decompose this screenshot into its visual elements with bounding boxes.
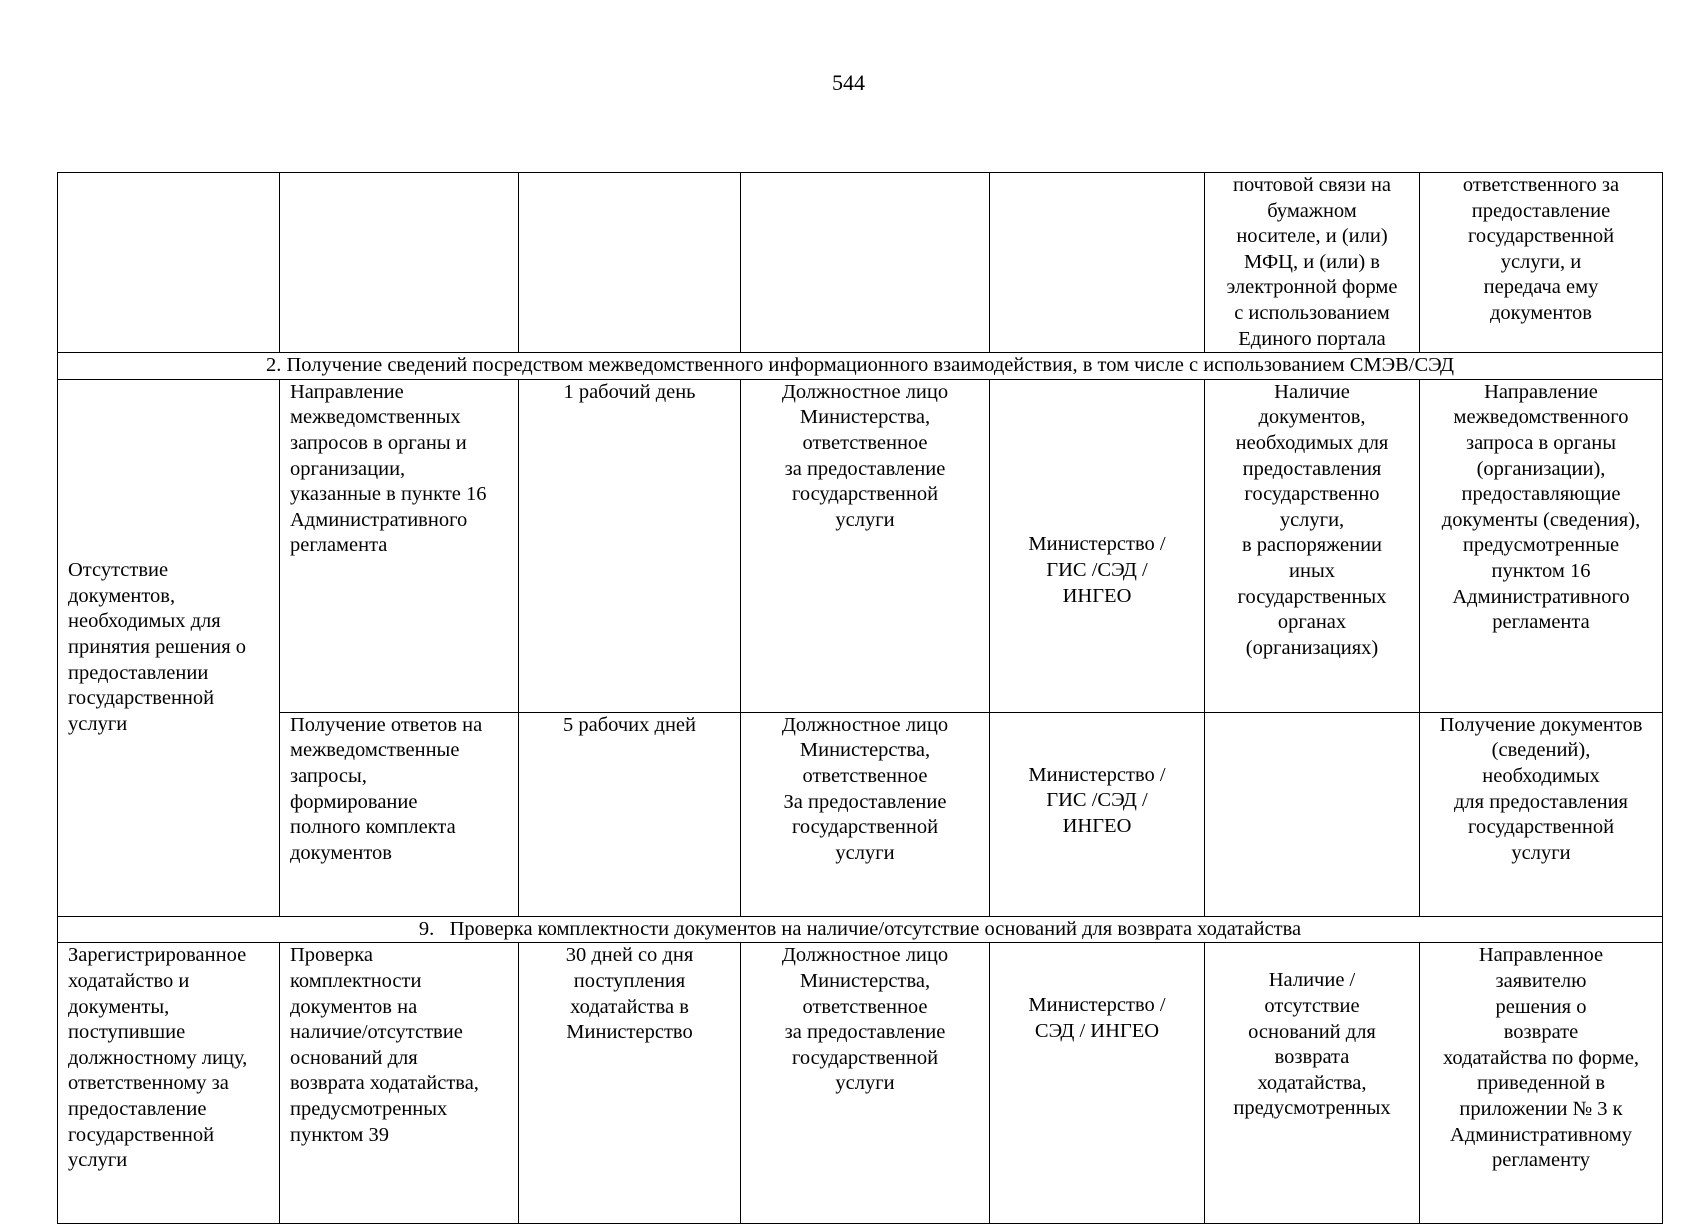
cell-term-responses: 5 рабочих дней <box>519 712 741 916</box>
procedure-table <box>57 172 1663 1224</box>
cell-term-empty <box>519 173 741 353</box>
section-2-title: 2. Получение сведений посредством межведомственного информационного взаимодействия, в том числе с использованием СМЭВ/СЭД <box>58 353 1663 380</box>
cell-result-check: Направленное заявителю решения о возврате ходатайства по форме, приведенной в приложении № 3 к Административному регламенту <box>1420 943 1663 1224</box>
table-row-responses <box>58 712 1663 916</box>
cell-term-requests: 1 рабочий день <box>519 379 741 712</box>
section-header-row <box>58 916 1663 943</box>
cell-resources-check: Министерство / СЭД / ИНГЕО <box>990 943 1205 1224</box>
cell-responsible-check: Должностное лицо Министерства, ответственное за предоставление государственной услуги <box>741 943 990 1224</box>
table-row-check <box>58 943 1663 1224</box>
cell-action-empty <box>280 173 519 353</box>
cell-responsible-empty <box>741 173 990 353</box>
cell-responsible-responses: Должностное лицо Министерства, ответственное За предоставление государственной услуги <box>741 712 990 916</box>
table-row-continuation <box>58 173 1663 353</box>
cell-criteria-responses <box>1205 712 1420 916</box>
cell-basis-registered-petition: Зарегистрированное ходатайство и документы, поступившие должностному лицу, ответственному за предоставление государственной услуги <box>58 943 280 1224</box>
cell-action-receive-responses: Получение ответов на межведомственные запросы, формирование полного комплекта документов <box>280 712 519 916</box>
cell-criteria-check: Наличие / отсутствие оснований для возврата ходатайства, предусмотренных <box>1205 943 1420 1224</box>
cell-criteria-continuation: почтовой связи на бумажном носителе, и (или) МФЦ, и (или) в электронной форме с использованием Единого портала <box>1205 173 1420 353</box>
cell-action-check-completeness: Проверка комплектности документов на наличие/отсутствие оснований для возврата ходатайства, предусмотренных пунктом 39 <box>280 943 519 1224</box>
cell-resources-requests: Министерство / ГИС /СЭД / ИНГЕО <box>990 379 1205 712</box>
cell-responsible-requests: Должностное лицо Министерства, ответственное за предоставление государственной услуги <box>741 379 990 712</box>
cell-resources-empty <box>990 173 1205 353</box>
cell-criteria-requests: Наличие документов, необходимых для предоставления государственно услуги, в распоряжении иных государственных органах (организациях) <box>1205 379 1420 712</box>
cell-result-responses: Получение документов (сведений), необходимых для предоставления государственной услуги <box>1420 712 1663 916</box>
page-number: 544 <box>832 70 865 95</box>
table-row-requests <box>58 379 1663 712</box>
cell-term-check: 30 дней со дня поступления ходатайства в Министерство <box>519 943 741 1224</box>
section-header-row <box>58 353 1663 380</box>
cell-basis-empty <box>58 173 280 353</box>
cell-basis-missing-documents: Отсутствие документов, необходимых для принятия решения о предоставлении государственной услуги <box>58 379 280 916</box>
cell-resources-responses: Министерство / ГИС /СЭД / ИНГЕО <box>990 712 1205 916</box>
cell-action-send-requests: Направление межведомственных запросов в органы и организации, указанные в пункте 16 Административного регламента <box>280 379 519 712</box>
cell-result-requests: Направление межведомственного запроса в органы (организации), предоставляющие документы (сведения), предусмотренные пунктом 16 Административного регламента <box>1420 379 1663 712</box>
section-9-title: 9. Проверка комплектности документов на наличие/отсутствие оснований для возврата ходатайства <box>58 916 1663 943</box>
cell-result-continuation: ответственного за предоставление государственной услуги, и передача ему документов <box>1420 173 1663 353</box>
